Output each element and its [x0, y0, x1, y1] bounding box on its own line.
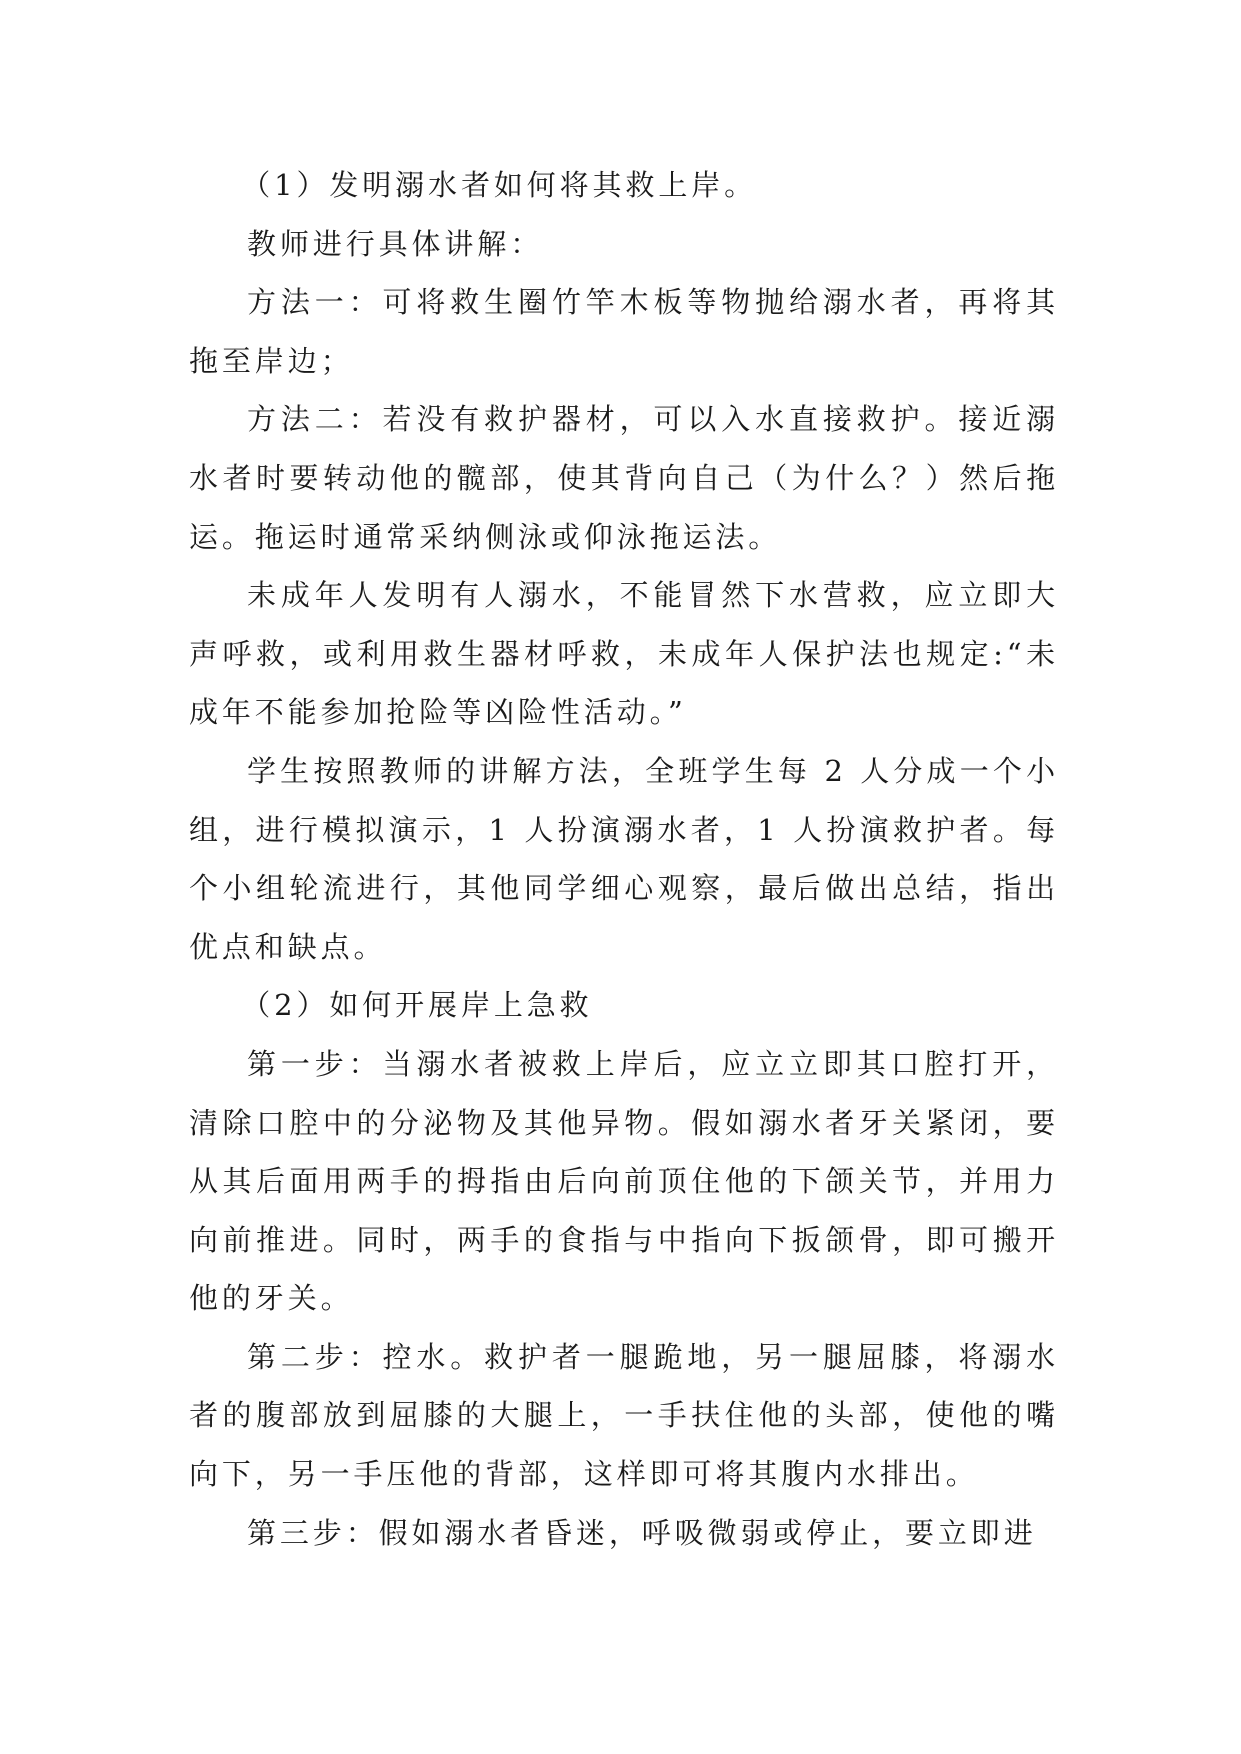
- paragraph-method-one: 方法一：可将救生圈竹竿木板等物抛给溺水者，再将其拖至岸边；: [189, 285, 1059, 378]
- section-heading-rescue-to-shore: （1）发明溺水者如何将其救上岸。: [241, 168, 758, 202]
- paragraph-step-two: 第二步：控水。救护者一腿跪地，另一腿屈膝，将溺水者的腹部放到屈膝的大腿上，一手扶住他的头部，使他的嘴向下，另一手压他的背部，这样即可将其腹内水排出。: [189, 1339, 1059, 1492]
- paragraph-method-two: 方法二：若没有救护器材，可以入水直接救护。接近溺水者时要转动他的髋部，使其背向自己（为什么？）然后拖运。拖运时通常采纳侧泳或仰泳拖运法。: [189, 402, 1059, 554]
- paragraph-step-one: 第一步：当溺水者被救上岸后，应立立即其口腔打开，清除口腔中的分泌物及其他异物。假如溺水者牙关紧闭，要从其后面用两手的拇指由后向前顶住他的下颌关节，并用力向前推进。同时，两手的食指与中指向下扳颌骨，即可搬开他的牙关。: [189, 1046, 1059, 1316]
- paragraph-step-three: 第三步：假如溺水者昏迷，呼吸微弱或停止，要立即进: [247, 1515, 1037, 1550]
- paragraph-student-practice: 学生按照教师的讲解方法，全班学生每 2 人分成一个小组，进行模拟演示，1 人扮演溺水者，1 人扮演救护者。每个小组轮流进行，其他同学细心观察，最后做出总结，指出优点和缺点。: [189, 753, 1059, 964]
- paragraph-teacher-explanation: 教师进行具体讲解：: [247, 226, 544, 261]
- body-text: [189, 156, 1059, 1562]
- section-heading-shore-first-aid: （2）如何开展岸上急救: [241, 988, 593, 1023]
- paragraph-minors-rule: 未成年人发明有人溺水，不能冒然下水营救，应立即大声呼救，或利用救生器材呼救，未成年人保护法也规定:“未成年不能参加抢险等凶险性活动。”: [189, 578, 1059, 730]
